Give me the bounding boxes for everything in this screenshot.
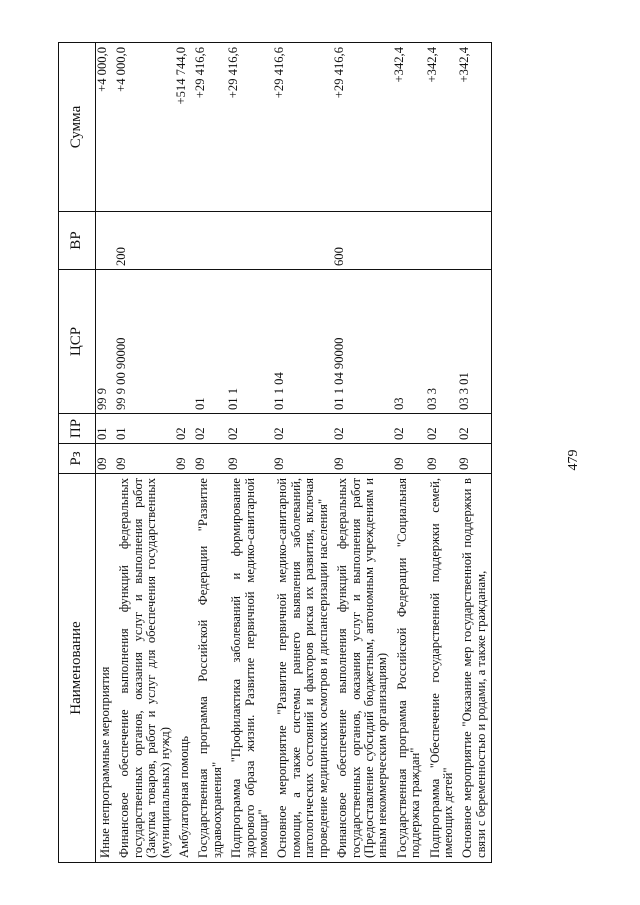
- cell-csr: 03 3 01: [458, 270, 491, 414]
- cell-rz: 09: [333, 444, 393, 474]
- cell-csr: 01 1: [227, 270, 273, 414]
- cell-rz: 09: [426, 444, 459, 474]
- cell-csr: 99 9 00 90000: [115, 270, 175, 414]
- cell-pr: 01: [115, 414, 175, 444]
- table-row: [227, 43, 273, 863]
- cell-sum: +514 744,0: [175, 43, 194, 212]
- table-row: [393, 43, 426, 863]
- cell-rz: 09: [393, 444, 426, 474]
- cell-rz: 09: [96, 444, 116, 474]
- cell-name: Финансовое обеспечение выполнения функций федеральных государственных органов, оказания услуг и выполнения работ (Закупка товаров, работ и услуг для обеспечения государственных (муниципальных) нужд): [115, 474, 175, 863]
- cell-vr: [273, 212, 333, 270]
- table-row: [273, 43, 333, 863]
- cell-pr: 02: [194, 414, 227, 444]
- table-row: [333, 43, 393, 863]
- page-number: 479: [566, 449, 581, 471]
- table-row: [458, 43, 491, 863]
- cell-rz: 09: [194, 444, 227, 474]
- cell-pr: 02: [458, 414, 491, 444]
- table-row: [194, 43, 227, 863]
- cell-csr: 03: [393, 270, 426, 414]
- cell-sum: +342,4: [458, 43, 491, 212]
- cell-vr: [426, 212, 459, 270]
- cell-csr: 01 1 04: [273, 270, 333, 414]
- cell-rz: 09: [175, 444, 194, 474]
- cell-name: Подпрограмма "Обеспечение государственной поддержки семей, имеющих детей": [426, 474, 459, 863]
- header-row: [59, 43, 96, 863]
- cell-csr: 03 3: [426, 270, 459, 414]
- cell-sum: +342,4: [426, 43, 459, 212]
- cell-pr: 02: [175, 414, 194, 444]
- cell-name: Основное мероприятие "Оказание мер государственной поддержки в связи с беременностью и родами, а также гражданам,: [458, 474, 491, 863]
- cell-sum: +29 416,6: [333, 43, 393, 212]
- header-csr: ЦСР: [59, 270, 96, 414]
- cell-csr: 01 1 04 90000: [333, 270, 393, 414]
- cell-vr: 200: [115, 212, 175, 270]
- cell-name: Иные непрограммные мероприятия: [96, 474, 116, 863]
- cell-name: Государственная программа Российской Федерации "Социальная поддержка граждан": [393, 474, 426, 863]
- cell-sum: +29 416,6: [227, 43, 273, 212]
- cell-vr: [227, 212, 273, 270]
- cell-vr: [458, 212, 491, 270]
- cell-pr: 02: [227, 414, 273, 444]
- cell-rz: 09: [273, 444, 333, 474]
- cell-csr: [175, 270, 194, 414]
- cell-sum: +342,4: [393, 43, 426, 212]
- cell-pr: 02: [393, 414, 426, 444]
- table-row: [115, 43, 175, 863]
- cell-rz: 09: [115, 444, 175, 474]
- header-sum: Сумма: [59, 43, 96, 212]
- cell-sum: +29 416,6: [194, 43, 227, 212]
- cell-vr: 600: [333, 212, 393, 270]
- cell-vr: [393, 212, 426, 270]
- cell-vr: [194, 212, 227, 270]
- cell-sum: +4 000,0: [115, 43, 175, 212]
- cell-sum: +4 000,0: [96, 43, 116, 212]
- cell-pr: 02: [426, 414, 459, 444]
- cell-name: Подпрограмма "Профилактика заболеваний и формирование здорового образа жизни. Развитие первичной медико-санитарной помощи": [227, 474, 273, 863]
- cell-pr: 02: [273, 414, 333, 444]
- cell-name: Финансовое обеспечение выполнения функций федеральных государственных органов, оказания услуг и выполнения работ (Предоставление субсидий бюджетным, автономным учреждениям и иным некоммерческим организациям): [333, 474, 393, 863]
- cell-name: Основное мероприятие "Развитие первичной медико-санитарной помощи, а также системы раннего выявления заболеваний, патологических состояний и факторов риска их развития, включая проведение медицинских осмотров и диспансеризации населения": [273, 474, 333, 863]
- header-name: Наименование: [59, 474, 96, 863]
- budget-table: [58, 42, 492, 863]
- cell-pr: 02: [333, 414, 393, 444]
- header-vr: ВР: [59, 212, 96, 270]
- cell-pr: 01: [96, 414, 116, 444]
- header-pr: ПР: [59, 414, 96, 444]
- cell-rz: 09: [458, 444, 491, 474]
- table-row: [175, 43, 194, 863]
- header-rz: Рз: [59, 444, 96, 474]
- cell-vr: [175, 212, 194, 270]
- cell-csr: 99 9: [96, 270, 116, 414]
- cell-name: Государственная программа Российской Федерации "Развитие здравоохранения": [194, 474, 227, 863]
- table-row: [96, 43, 116, 863]
- cell-vr: [96, 212, 116, 270]
- cell-csr: 01: [194, 270, 227, 414]
- table-row: [426, 43, 459, 863]
- cell-name: Амбулаторная помощь: [175, 474, 194, 863]
- cell-rz: 09: [227, 444, 273, 474]
- cell-sum: +29 416,6: [273, 43, 333, 212]
